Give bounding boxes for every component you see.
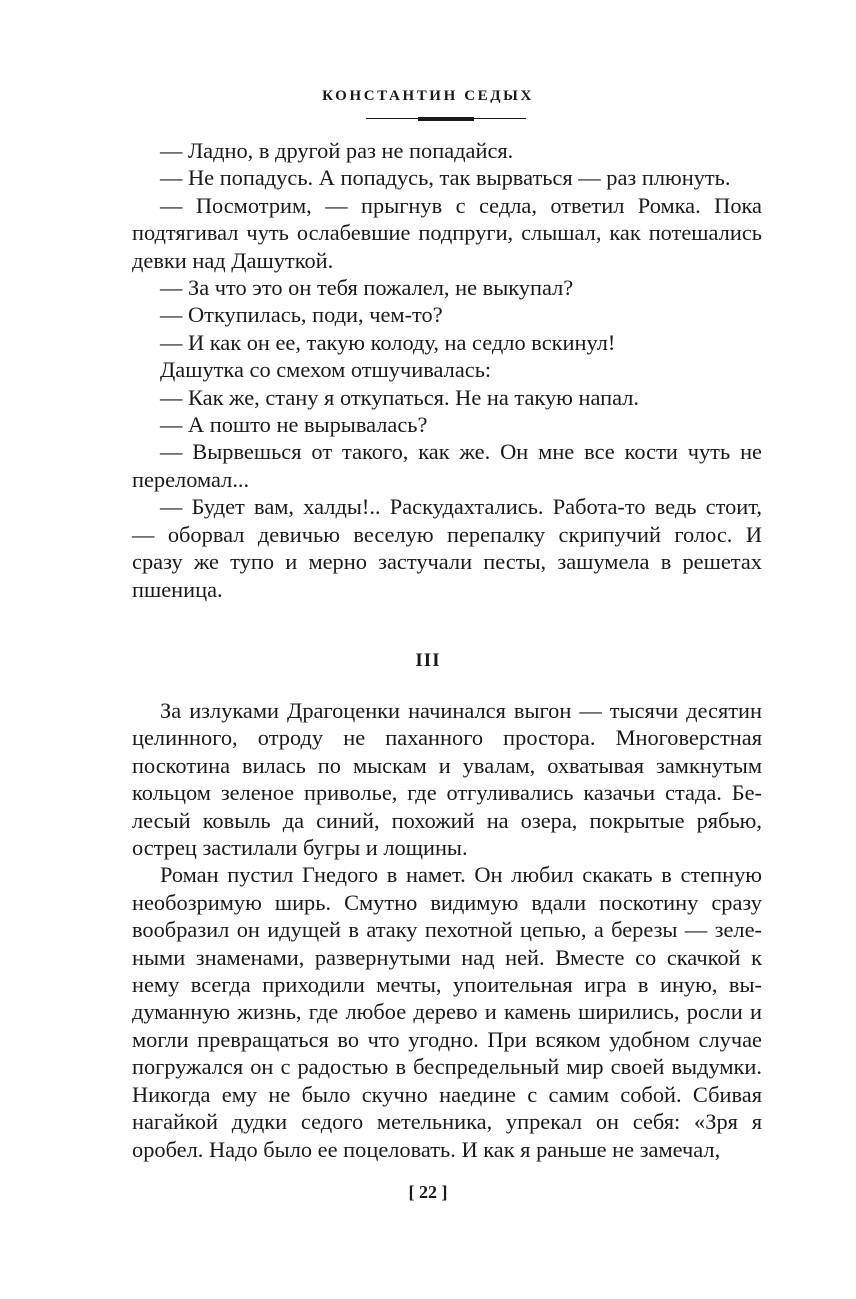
head-rule-ornament <box>418 117 474 121</box>
page-number: [ 22 ] <box>408 1182 448 1202</box>
chapter-number: III <box>415 650 441 671</box>
paragraph: — Будет вам, халды!.. Раскудахтались. Работа-то ведь стоит, — оборвал девичью веселую перепалку скрипучий голос. И сразу же тупо и мерно застучали песты, зашумела в решетах пшеница. <box>132 494 762 602</box>
paragraph: — Вырвешься от такого, как же. Он мне все кости чуть не переломал... <box>132 439 762 492</box>
text-section-2 <box>132 697 762 1163</box>
paragraph: — А пошто не вырывалась? <box>160 412 428 438</box>
paragraph: За излуками Драгоценки начинался выгон — тысячи десятин целинного, отроду не паханного простора. Многоверстная поскотина вилась по мыскам и увалам, охватывая замкнутым кольцом зеленое приволье, где отгуливались казачьи стада. Белесый ковыль да синий, похожий на озера, покрытые рябью, острец застилали бугры и лощины. <box>132 698 762 861</box>
text-section-1 <box>132 137 762 603</box>
paragraph: Дашутка со смехом отшучивалась: <box>160 357 492 383</box>
paragraph: — Не попадусь. А попадусь, так вырваться — раз плюнуть. <box>160 165 731 191</box>
paragraph: — И как он ее, такую колоду, на седло вскинул! <box>160 329 616 355</box>
paragraph: — Откупилась, поди, чем-то? <box>160 302 443 328</box>
paragraph: — Посмотрим, — прыгнув с седла, ответил Ромка. Пока подтягивал чуть ослабевшие подпруги, слышал, как потешались девки над Дашуткой. <box>132 192 762 273</box>
paragraph: Роман пустил Гнедого в намет. Он любил скакать в степную необозримую ширь. Смутно видимую вдали поскотину сразу вообразил он идущей в атаку пехотной цепью, а березы — зелеными знаменами, развернутыми над ней. Вместе со скачкой к нему всегда приходили мечты, упоительная игра в иную, выдуманную жизнь, где любое дерево и камень ширились, росли и могли превращаться во что угодно. При всяком удобном случае погружался он с радостью в беспредельный мир своей выдумки. Никогда ему не было скучно наедине с самим собой. Сбивая нагайкой дудки седого метельника, упрекал он себя: «Зря я оробел. Надо было ее поцеловать. И как я раньше не замечал, <box>132 862 762 1162</box>
paragraph: — Ладно, в другой раз не попадайся. <box>160 138 514 163</box>
paragraph: — Как же, стану я откупаться. Не на такую напал. <box>160 384 639 410</box>
paragraph: — За что это он тебя пожалел, не выкупал? <box>160 275 574 301</box>
running-head: КОНСТАНТИН СЕДЫХ <box>322 88 534 104</box>
